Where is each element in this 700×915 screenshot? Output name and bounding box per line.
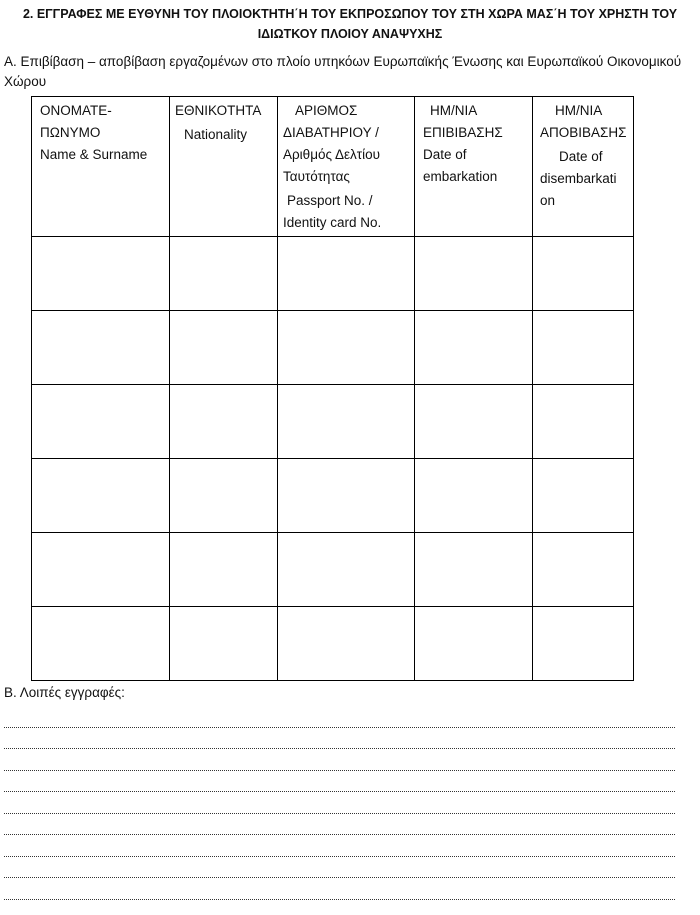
entry-cell[interactable] <box>533 459 634 533</box>
entry-cell[interactable] <box>415 385 533 459</box>
entry-cell[interactable] <box>278 385 415 459</box>
header-text: Αριθμός Δελτίου <box>283 147 380 162</box>
title-line-1: 2. ΕΓΓΡΑΦΕΣ ΜΕ ΕΥΘΥΝΗ ΤΟΥ ΠΛΟΙΟΚΤΗΤΗ΄Η ΤΟΥ ΕΚΠΡΟΣΩΠΟΥ ΤΟΥ ΣΤΗ ΧΩΡΑ ΜΑΣ΄Η ΤΟΥ ΧΡΗΣΤΗ ΤΟΥ <box>22 7 678 21</box>
header-nationality <box>170 97 278 237</box>
header-text: ΕΘΝΙΚΟΤΗΤΑ <box>175 103 262 118</box>
table-row <box>32 237 634 311</box>
document-title <box>0 4 700 44</box>
entry-cell[interactable] <box>415 459 533 533</box>
header-passport-id <box>278 97 415 237</box>
header-text: ΗΜ/ΝΙΑ <box>555 103 603 118</box>
table-row <box>32 533 634 607</box>
entry-cell[interactable] <box>32 459 170 533</box>
dotted-line[interactable] <box>4 770 675 771</box>
entry-cell[interactable] <box>278 459 415 533</box>
entry-cell[interactable] <box>170 459 278 533</box>
entry-cell[interactable] <box>170 533 278 607</box>
entry-cell[interactable] <box>170 237 278 311</box>
entry-cell[interactable] <box>278 533 415 607</box>
entry-cell[interactable] <box>32 237 170 311</box>
table-row <box>32 385 634 459</box>
header-text: embarkation <box>423 169 498 184</box>
header-text: ΑΡΙΘΜΟΣ <box>295 103 358 118</box>
entry-cell[interactable] <box>32 533 170 607</box>
header-embarkation-date <box>415 97 533 237</box>
dotted-line[interactable] <box>4 813 675 814</box>
dotted-line[interactable] <box>4 877 675 878</box>
section-a-heading: Α. Επιβίβαση – αποβίβαση εργαζομένων στο πλοίο υπηκόων Ευρωπαϊκής Ένωσης και Ευρωπαϊκού Οικονομικού Χώρου <box>4 54 682 89</box>
entry-cell[interactable] <box>533 385 634 459</box>
table-row <box>32 459 634 533</box>
header-text: Passport No. / <box>287 193 373 208</box>
entry-cell[interactable] <box>32 311 170 385</box>
header-text: Nationality <box>184 127 248 142</box>
header-text: ΠΩΝΥΜΟ <box>40 125 101 140</box>
header-text: ΗΜ/ΝΙΑ <box>430 103 478 118</box>
entry-cell[interactable] <box>533 607 634 681</box>
header-text: Name & Surname <box>40 147 148 162</box>
header-name-surname <box>32 97 170 237</box>
title-line-2: ΙΔΙΩΤΚΟΥ ΠΛΟΙΟΥ ΑΝΑΨΥΧΗΣ <box>257 27 443 41</box>
header-text: on <box>540 193 556 208</box>
table-header-row <box>32 97 634 237</box>
header-text: ΑΠΟΒΙΒΑΣΗΣ <box>540 125 627 140</box>
entry-cell[interactable] <box>278 237 415 311</box>
dotted-line[interactable] <box>4 791 675 792</box>
section-b-heading: Β. Λοιπές εγγραφές: <box>4 685 125 700</box>
entry-cell[interactable] <box>170 607 278 681</box>
header-text: ΔΙΑΒΑΤΗΡΙΟΥ / <box>283 125 379 140</box>
entry-cell[interactable] <box>533 533 634 607</box>
header-text: ΟΝΟΜΑΤΕ- <box>40 103 112 118</box>
entry-cell[interactable] <box>415 237 533 311</box>
dotted-line[interactable] <box>4 727 675 728</box>
entry-cell[interactable] <box>32 607 170 681</box>
entry-cell[interactable] <box>32 385 170 459</box>
dotted-line[interactable] <box>4 834 675 835</box>
header-text: Date of <box>559 149 603 164</box>
header-disembarkation-date <box>533 97 634 237</box>
dotted-line[interactable] <box>4 899 675 900</box>
embarkation-table <box>31 96 634 681</box>
dotted-line[interactable] <box>4 856 675 857</box>
entry-cell[interactable] <box>415 607 533 681</box>
entry-cell[interactable] <box>415 533 533 607</box>
header-text: Identity card No. <box>283 215 382 230</box>
dotted-line[interactable] <box>4 748 675 749</box>
entry-cell[interactable] <box>533 237 634 311</box>
entry-cell[interactable] <box>533 311 634 385</box>
table-row <box>32 607 634 681</box>
entry-cell[interactable] <box>278 607 415 681</box>
entry-cell[interactable] <box>415 311 533 385</box>
table-row <box>32 311 634 385</box>
header-text: Date of <box>423 147 467 162</box>
entry-cell[interactable] <box>278 311 415 385</box>
header-text: disembarkati <box>540 171 617 186</box>
header-text: Ταυτότητας <box>283 169 350 184</box>
entry-cell[interactable] <box>170 311 278 385</box>
header-text: ΕΠΙΒΙΒΑΣΗΣ <box>423 125 503 140</box>
entry-cell[interactable] <box>170 385 278 459</box>
